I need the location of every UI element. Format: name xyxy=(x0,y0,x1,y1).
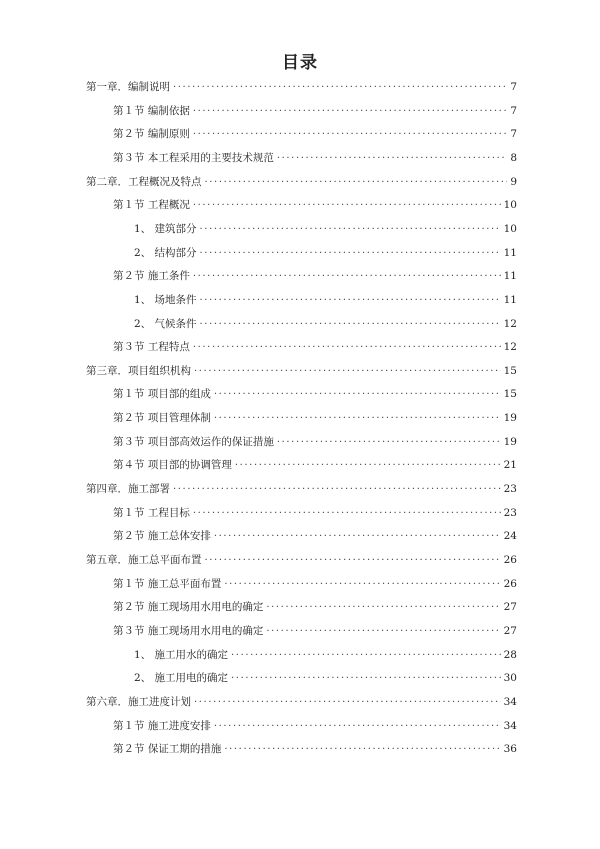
toc-entry-page-number: 7 xyxy=(510,81,517,93)
dot-leader xyxy=(193,340,501,356)
toc-entry-page-number: 26 xyxy=(503,554,517,566)
toc-entry-label: 第三章．项目组织机构 xyxy=(86,364,191,377)
dot-leader xyxy=(200,317,501,333)
dot-leader xyxy=(193,127,507,143)
dot-leader xyxy=(235,458,501,474)
toc-entry-label: 第六章．施工进度计划 xyxy=(86,695,191,708)
dot-leader xyxy=(214,387,501,403)
toc-entry[interactable] xyxy=(134,316,517,332)
dot-leader xyxy=(200,246,501,262)
toc-entry[interactable] xyxy=(113,623,517,639)
toc-entry-page-number: 11 xyxy=(503,246,517,259)
toc-entry[interactable] xyxy=(113,457,517,473)
toc-entry[interactable] xyxy=(134,647,517,663)
toc-entry-page-number: 34 xyxy=(503,695,517,708)
toc-entry-page-number: 12 xyxy=(503,341,517,354)
dot-leader xyxy=(266,624,500,640)
toc-entry-label: 2、 气候条件 xyxy=(134,317,197,330)
toc-entry-label: 第２节 施工现场用水用电的确定 xyxy=(113,601,264,614)
toc-entry[interactable] xyxy=(113,505,517,521)
toc-entry-label: 1、 施工用水的确定 xyxy=(134,648,229,661)
dot-leader xyxy=(224,577,500,593)
toc-entry[interactable] xyxy=(113,150,517,166)
toc-entry-page-number: 36 xyxy=(503,743,517,756)
toc-entry[interactable] xyxy=(113,576,517,592)
toc-entry-label: 第２节 项目管理体制 xyxy=(113,412,211,425)
toc-entry-label: 1、 场地条件 xyxy=(134,293,197,306)
toc-entry-label: 第１节 工程目标 xyxy=(113,506,190,519)
toc-entry-page-number: 21 xyxy=(503,459,517,472)
toc-entry-label: 2、 施工用电的确定 xyxy=(134,672,229,685)
toc-entry[interactable] xyxy=(113,268,517,284)
toc-entry-page-number: 11 xyxy=(503,270,517,283)
dot-leader xyxy=(200,222,501,238)
toc-entry-page-number: 7 xyxy=(510,128,517,141)
toc-entry-label: 第四章．施工部署 xyxy=(86,483,170,496)
dot-leader xyxy=(194,364,501,380)
dot-leader xyxy=(205,553,501,569)
dot-leader xyxy=(173,482,501,498)
toc-entry-page-number: 23 xyxy=(503,506,517,519)
toc-entry-page-number: 15 xyxy=(503,364,517,377)
toc-entry[interactable] xyxy=(113,126,517,142)
toc-entry[interactable] xyxy=(86,552,517,568)
toc-entry-page-number: 19 xyxy=(503,435,517,448)
toc-entry[interactable] xyxy=(113,386,517,402)
dot-leader xyxy=(277,151,507,167)
toc-entry-label: 第１节 工程概况 xyxy=(113,199,190,212)
toc-entry-label: 第３节 工程特点 xyxy=(113,341,190,354)
dot-leader xyxy=(173,80,507,96)
toc-entry[interactable] xyxy=(134,670,517,686)
toc-entry-page-number: 27 xyxy=(503,601,517,614)
toc-entry-label: 第１节 编制依据 xyxy=(113,104,190,117)
toc-entry-page-number: 27 xyxy=(503,624,517,637)
dot-leader xyxy=(231,648,501,664)
toc-entry-label: 第１节 施工总平面布置 xyxy=(113,577,222,590)
toc-entry[interactable] xyxy=(113,103,517,119)
dot-leader xyxy=(193,269,501,285)
toc-entry-page-number: 10 xyxy=(503,199,517,212)
toc-entry-label: 第４节 项目部的协调管理 xyxy=(113,459,232,472)
toc-entry-label: 第１节 项目部的组成 xyxy=(113,388,211,401)
toc-entry[interactable] xyxy=(113,410,517,426)
dot-leader xyxy=(224,742,500,758)
toc-entry-label: 第一章．编制说明 xyxy=(86,81,170,93)
toc-entry-page-number: 24 xyxy=(503,530,517,543)
dot-leader xyxy=(193,506,501,522)
toc-entry-label: 第２节 保证工期的措施 xyxy=(113,743,222,756)
toc-entry-label: 第２节 编制原则 xyxy=(113,128,190,141)
dot-leader xyxy=(193,198,501,214)
dot-leader xyxy=(266,600,500,616)
toc-entry-page-number: 19 xyxy=(503,412,517,425)
dot-leader xyxy=(277,435,501,451)
toc-entry[interactable] xyxy=(86,79,517,95)
toc-entry-page-number: 8 xyxy=(510,151,517,164)
toc-entry[interactable] xyxy=(86,363,517,379)
dot-leader xyxy=(214,411,501,427)
toc-entry-label: 第３节 项目部高效运作的保证措施 xyxy=(113,435,274,448)
toc-entry-label: 第二章．工程概况及特点 xyxy=(86,175,202,188)
dot-leader xyxy=(200,293,501,309)
toc-entry-page-number: 34 xyxy=(503,719,517,732)
toc-entry-label: 第五章．施工总平面布置 xyxy=(86,554,202,566)
toc-entry[interactable] xyxy=(113,528,517,544)
toc-entry-page-number: 12 xyxy=(503,317,517,330)
dot-leader xyxy=(193,104,507,120)
toc-entry-label: 第２节 施工总体安排 xyxy=(113,530,211,543)
toc-entry-label: 第３节 本工程采用的主要技术规范 xyxy=(113,151,274,164)
toc-entry[interactable] xyxy=(113,718,517,734)
dot-leader xyxy=(194,695,501,711)
toc-entry[interactable] xyxy=(113,339,517,355)
toc-entry[interactable] xyxy=(86,481,517,497)
toc-entry-page-number: 23 xyxy=(503,483,517,496)
toc-entry-label: 第２节 施工条件 xyxy=(113,270,190,283)
toc-entry-page-number: 26 xyxy=(503,577,517,590)
toc-entry[interactable] xyxy=(134,292,517,308)
toc-entry-page-number: 7 xyxy=(510,104,517,117)
dot-leader xyxy=(205,175,508,191)
toc-entry[interactable] xyxy=(113,197,517,213)
toc-entry-label: 第１节 施工进度安排 xyxy=(113,719,211,732)
page-title: 目录 xyxy=(282,53,318,73)
dot-leader xyxy=(231,671,501,687)
toc-entry[interactable] xyxy=(113,434,517,450)
toc-entry[interactable] xyxy=(134,221,517,237)
toc-entry-page-number: 30 xyxy=(503,672,517,685)
toc-entry[interactable] xyxy=(134,245,517,261)
toc-entry[interactable] xyxy=(113,599,517,615)
toc-entry[interactable] xyxy=(86,174,517,190)
toc-entry-label: 第３节 施工现场用水用电的确定 xyxy=(113,624,264,637)
toc-entry-page-number: 11 xyxy=(503,293,517,306)
toc-entry-page-number: 9 xyxy=(510,175,517,188)
toc-entry-page-number: 15 xyxy=(503,388,517,401)
toc-entry-page-number: 10 xyxy=(503,222,517,235)
toc-entry-label: 2、 结构部分 xyxy=(134,246,197,259)
toc-entry[interactable] xyxy=(113,741,517,757)
toc-entry-page-number: 28 xyxy=(503,648,517,661)
dot-leader xyxy=(214,529,501,545)
toc-entry-label: 1、 建筑部分 xyxy=(134,222,197,235)
toc-entry[interactable] xyxy=(86,694,517,710)
dot-leader xyxy=(214,719,501,735)
